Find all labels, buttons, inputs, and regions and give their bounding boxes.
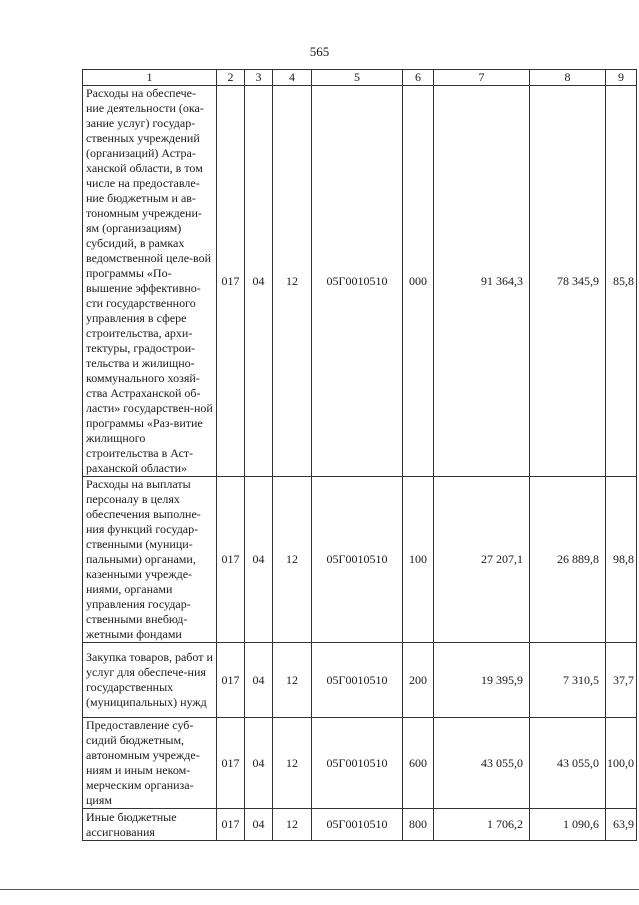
table-row	[83, 477, 637, 643]
ministry-code: 017	[217, 809, 245, 841]
expense-type-code: 200	[403, 643, 434, 718]
expense-type-code: 000	[403, 86, 434, 477]
expense-name: Закупка товаров, работ и услуг для обеспече-ния государственных (муниципальных) нужд	[83, 643, 217, 718]
execution-percent: 85,8	[606, 86, 637, 477]
expense-name: Расходы на обеспече-ние деятельности (ока-зание услуг) государ-ственных учреждений (организаций) Астра-ханской области, в том числе на предоставле-ние бюджетным и ав-тономным учреждени-ям (организациям) субсидий, в рамках ведомственной целе-вой программы «По-вышение эффективно-сти государственного управления в сфере строительства, архи-тектуры, градострои-тельства и жилищно-коммунального хозяй-ства Астраханской об-ласти» государствен-ной программы «Раз-витие жилищного строительства в Аст-раханской области»	[83, 86, 217, 477]
execution-percent: 100,0	[606, 718, 637, 809]
executed-amount: 7 310,5	[530, 643, 606, 718]
target-item-code: 05Г0010510	[312, 809, 403, 841]
target-item-code: 05Г0010510	[312, 643, 403, 718]
execution-percent: 98,8	[606, 477, 637, 643]
section-code: 04	[245, 86, 273, 477]
subsection-code: 12	[273, 718, 312, 809]
target-item-code: 05Г0010510	[312, 86, 403, 477]
planned-amount: 1 706,2	[434, 809, 530, 841]
planned-amount: 27 207,1	[434, 477, 530, 643]
page-number: 565	[309, 44, 330, 59]
executed-amount: 1 090,6	[530, 809, 606, 841]
target-item-code: 05Г0010510	[312, 477, 403, 643]
execution-percent: 37,7	[606, 643, 637, 718]
column-header: 5	[312, 70, 403, 86]
subsection-code: 12	[273, 477, 312, 643]
expense-name: Предоставление суб-сидий бюджетным, автономным учрежде-ниям и иным неком-мерческим организа-циям	[83, 718, 217, 809]
subsection-code: 12	[273, 643, 312, 718]
header-row	[83, 70, 637, 86]
column-header: 6	[403, 70, 434, 86]
planned-amount: 91 364,3	[434, 86, 530, 477]
column-header: 8	[530, 70, 606, 86]
expense-type-code: 600	[403, 718, 434, 809]
ministry-code: 017	[217, 643, 245, 718]
expense-name: Расходы на выплаты персоналу в целях обеспечения выполне-ния функций государ-ственными (муници-пальными) органами, казенными учрежде-ниями, органами управления государ-ственными внебюд-жетными фондами	[83, 477, 217, 643]
expense-type-code: 800	[403, 809, 434, 841]
table-row	[83, 809, 637, 841]
table-row	[83, 718, 637, 809]
scan-edge-divider	[0, 889, 639, 890]
column-header: 7	[434, 70, 530, 86]
table-row	[83, 643, 637, 718]
executed-amount: 26 889,8	[530, 477, 606, 643]
executed-amount: 78 345,9	[530, 86, 606, 477]
expense-type-code: 100	[403, 477, 434, 643]
table-row	[83, 86, 637, 477]
executed-amount: 43 055,0	[530, 718, 606, 809]
column-header: 3	[245, 70, 273, 86]
planned-amount: 43 055,0	[434, 718, 530, 809]
section-code: 04	[245, 477, 273, 643]
column-header: 9	[606, 70, 637, 86]
column-header: 4	[273, 70, 312, 86]
ministry-code: 017	[217, 86, 245, 477]
planned-amount: 19 395,9	[434, 643, 530, 718]
execution-percent: 63,9	[606, 809, 637, 841]
column-header: 1	[83, 70, 217, 86]
section-code: 04	[245, 643, 273, 718]
subsection-code: 12	[273, 809, 312, 841]
budget-table	[82, 69, 637, 841]
section-code: 04	[245, 809, 273, 841]
subsection-code: 12	[273, 86, 312, 477]
ministry-code: 017	[217, 477, 245, 643]
ministry-code: 017	[217, 718, 245, 809]
column-header: 2	[217, 70, 245, 86]
section-code: 04	[245, 718, 273, 809]
target-item-code: 05Г0010510	[312, 718, 403, 809]
expense-name: Иные бюджетные ассигнования	[83, 809, 217, 841]
